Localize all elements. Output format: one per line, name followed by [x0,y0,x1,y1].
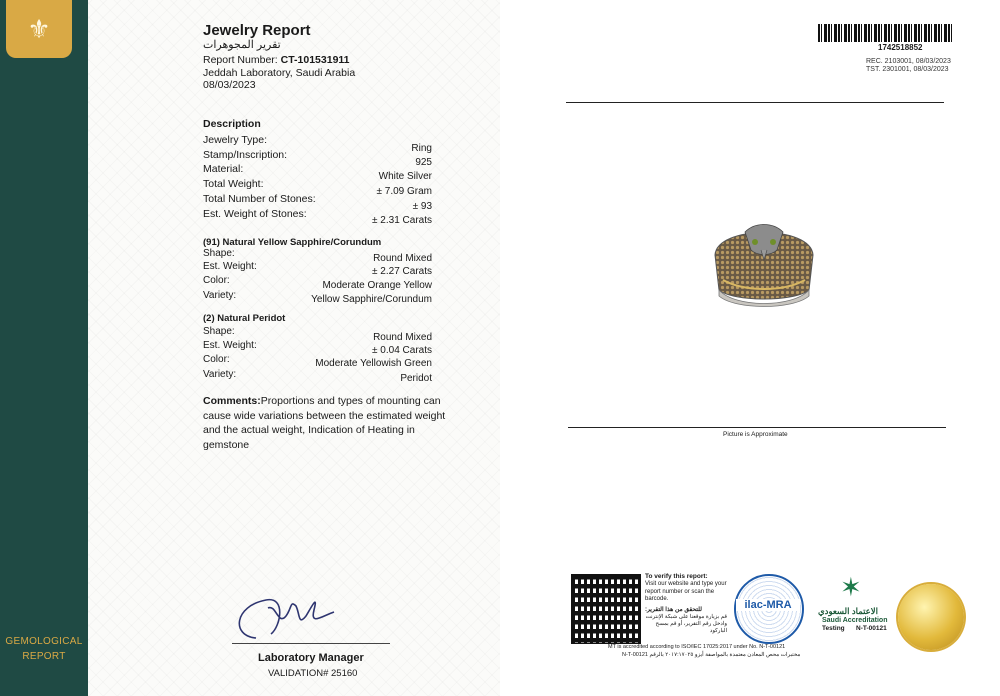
signature-title: Laboratory Manager [258,652,364,664]
desc-label: Material: [203,163,244,175]
report-title: Jewelry Report [203,22,311,39]
desc-label: Jewelry Type: [203,134,267,146]
report-title-ar: تقرير المجوهرات [203,39,281,51]
barcode [818,24,952,42]
desc-value: ± 93 [412,201,432,212]
desc-value: 925 [415,157,432,168]
report-location: Jeddah Laboratory, Saudi Arabia [203,67,356,79]
desc-label: Stamp/Inscription: [203,149,288,161]
stone2-value: Moderate Yellowish Green [315,358,432,369]
picture-caption: Picture is Approximate [723,431,788,438]
signature-line [232,643,390,644]
sac-english: Saudi Accreditation [822,617,888,624]
report-number-label: Report Number: [203,54,278,66]
validation-number: VALIDATION# 25160 [268,668,358,679]
report-number-line [203,54,350,67]
signature-image [226,586,346,646]
desc-label: Total Weight: [203,178,264,190]
comments-block [203,394,448,452]
tst-line: TST. 2301001, 08/03/2023 [866,66,949,73]
rec-line: REC. 2103001, 08/03/2023 [866,58,951,65]
desc-label: Total Number of Stones: [203,193,316,205]
comments-text: Proportions and types of mounting can cause wide variations between the estimated weight and the actual weight, Indication of Heating in gemstone [203,395,446,451]
hologram-seal [898,584,964,650]
verify-text: Visit our website and type your report number or scan the barcode. [645,581,727,602]
desc-value: ± 2.31 Carats [372,215,432,226]
stone2-label: Variety: [203,369,237,380]
sac-arabic: الاعتماد السعودي [818,606,878,616]
verify-ar-text: قم بزيارة موقعنا على شبكة الإنترنت وادخل رقم التقرير، أو قم بمسح الباركود [645,614,727,634]
stone2-label: Color: [203,354,230,365]
desc-value: White Silver [378,171,432,182]
description-heading: Description [203,118,261,130]
desc-label: Est. Weight of Stones: [203,208,307,220]
qr-code[interactable] [571,574,641,644]
stone1-label: Variety: [203,290,237,301]
sac-emblem-icon: ✶ [840,572,862,602]
sac-number: N-T-00121 [856,625,887,632]
stone1-value: ± 2.27 Carats [372,266,432,277]
comments-label: Comments: [203,395,261,407]
stone2-heading: (2) Natural Peridot [203,313,286,324]
accreditation-en: MT is accredited according to ISO/IEC 17025:2017 under No. N-T-00121 [608,644,786,650]
picture-bottom-rule [568,427,946,428]
stone1-label: Shape: [203,248,235,259]
sidebar-footer-line1: GEMOLOGICAL [5,636,83,647]
stone1-value: Round Mixed [373,253,432,264]
stone2-value: Peridot [400,373,432,384]
stone1-value: Moderate Orange Yellow [322,280,432,291]
sac-testing: Testing [822,625,845,632]
desc-value: Ring [411,143,432,154]
emblem-tab [6,0,72,58]
stone1-label: Est. Weight: [203,261,257,272]
stone1-heading: (91) Natural Yellow Sapphire/Corundum [203,237,382,248]
picture-top-rule [566,102,944,103]
crossed-keys-icon: ⚜ [27,13,51,44]
stone1-value: Yellow Sapphire/Corundum [311,294,432,305]
stone1-label: Color: [203,275,230,286]
stone2-label: Shape: [203,326,235,337]
stone2-value: Round Mixed [373,332,432,343]
verify-title: To verify this report: [645,573,708,580]
stone2-label: Est. Weight: [203,340,257,351]
sidebar-footer-line2: REPORT [22,651,66,662]
report-number: CT-101531911 [280,54,350,66]
report-date: 08/03/2023 [203,79,256,91]
sidebar [0,0,88,696]
desc-value: ± 7.09 Gram [376,186,432,197]
ilac-text: ilac-MRA [736,599,800,611]
barcode-number: 1742518852 [878,43,923,52]
stone2-value: ± 0.04 Carats [372,345,432,356]
verify-ar-title: للتحقق من هذا التقرير: [645,607,702,613]
ring-picture [705,210,823,310]
accreditation-ar: مختبرات محص المعادن معتمدة بالمواصفة أيزو ٢٠١٧:١٧٠٢٥ بالرقم N-T-00121 [622,652,801,658]
